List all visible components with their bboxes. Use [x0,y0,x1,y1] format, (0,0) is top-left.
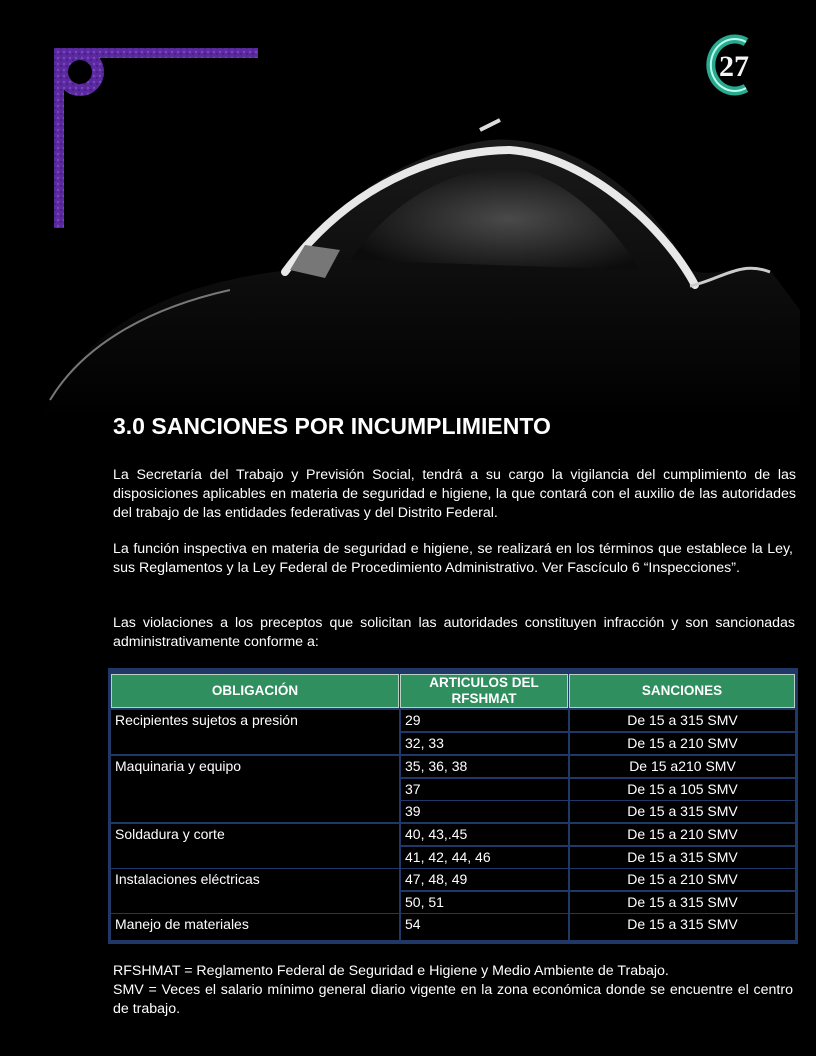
sanction-cell: De 15 a 210 SMV [570,824,795,845]
page-number: 27 [719,50,749,83]
car-silhouette-icon [40,110,800,420]
paragraph-2: La función inspectiva en materia de seguridad e higiene, se realizará en los términos que establece la Ley, sus Reglamentos y la Ley Federal de Procedimiento Administrativo. Ver Fascículo 6 “Inspecciones”. [113,541,793,576]
header-sanciones: SANCIONES [569,674,795,708]
sanction-cell: De 15 a 315 SMV [570,847,795,868]
articles-cell: 32, 33 [401,733,568,754]
articles-cell: 37 [401,779,568,800]
paragraph-1: La Secretaría del Trabajo y Previsión Social, tendrá a su cargo la vigilancia del cumplimiento de las disposiciones aplicables en materia de seguridad e higiene, la que contará con el auxilio de las autoridades del trabajo de las entidades federativas y del Distrito Federal. [113,467,796,521]
articles-cell: 50, 51 [401,892,568,913]
sanction-cell: De 15 a 315 SMV [570,914,795,940]
obligation-cell: Manejo de materiales [111,914,399,940]
sanction-cell: De 15 a 315 SMV [570,892,795,913]
obligation-cell: Maquinaria y equipo [111,756,399,822]
sanction-cell: De 15 a210 SMV [570,756,795,777]
obligation-cell: Instalaciones eléctricas [111,869,399,913]
header-obligacion: OBLIGACIÓN [111,674,399,708]
header-articulos: ARTICULOS DEL RFSHMAT [400,674,568,708]
articles-cell: 47, 48, 49 [401,869,568,890]
section-title: 3.0 SANCIONES POR INCUMPLIMIENTO [113,413,551,439]
sanction-cell: De 15 a 105 SMV [570,779,795,800]
obligation-cell: Recipientes sujetos a presión [111,710,399,754]
articles-cell: 54 [401,914,568,940]
articles-cell: 35, 36, 38 [401,756,568,777]
articles-cell: 40, 43,.45 [401,824,568,845]
sanction-cell: De 15 a 315 SMV [570,710,795,731]
sanction-cell: De 15 a 210 SMV [570,869,795,890]
footnote-rfshmat: RFSHMAT = Reglamento Federal de Seguridad e Higiene y Medio Ambiente de Trabajo. [113,963,669,979]
sanction-cell: De 15 a 210 SMV [570,733,795,754]
sanction-cell: De 15 a 315 SMV [570,801,795,822]
paragraph-3: Las violaciones a los preceptos que solicitan las autoridades constituyen infracción y son sancionadas administrativamente conforme a: [113,615,795,650]
articles-cell: 41, 42, 44, 46 [401,847,568,868]
articles-cell: 29 [401,710,568,731]
footnotes [113,962,793,1019]
footnote-smv: SMV = Veces el salario mínimo general diario vigente en la zona económica donde se encuentre el centro de trabajo. [113,982,793,1017]
articles-cell: 39 [401,801,568,822]
sanctions-table [108,668,798,944]
obligation-cell: Soldadura y corte [111,824,399,868]
